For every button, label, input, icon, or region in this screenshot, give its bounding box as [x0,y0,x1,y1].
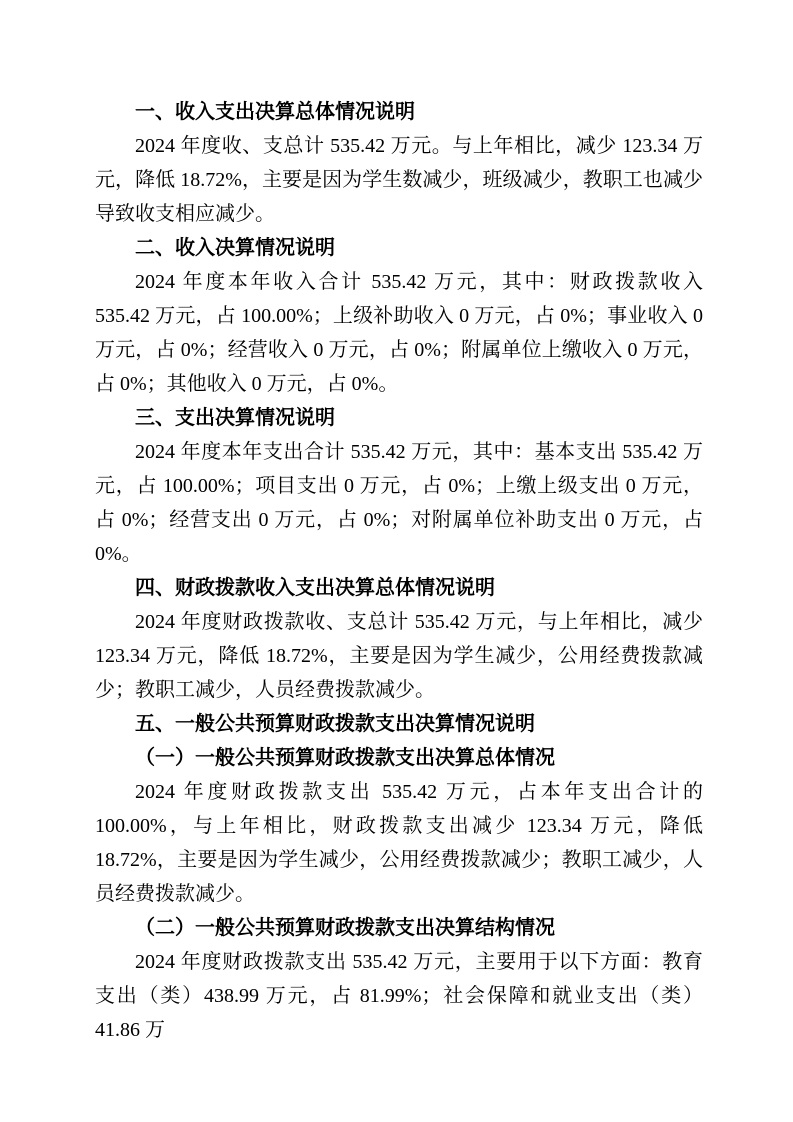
subheading-general-budget-structure: （二）一般公共预算财政拨款支出决算结构情况 [135,917,555,939]
para-income-final-accounts: 2024 年度本年收入合计 535.42 万元，其中：财政拨款收入 535.42 万元，占 100.00%；上级补助收入 0 万元，占 0%；事业收入 0 万元，占 0%；经营收入 0 万元，占 0%；附属单位上缴收入 0 万元，占 0%；其他收入 0 万元，占 0%。 [95,271,703,395]
para-general-budget-structure: 2024 年度财政拨款支出 535.42 万元，主要用于以下方面：教育支出（类）438.99 万元，占 81.99%；社会保障和就业支出（类）41.86 万 [95,951,703,1041]
document-content [95,95,703,1047]
subheading-general-budget-overall: （一）一般公共预算财政拨款支出决算总体情况 [135,747,555,769]
para-general-budget-overall: 2024 年度财政拨款支出 535.42 万元，占本年支出合计的 100.00%，与上年相比，财政拨款支出减少 123.34 万元，降低 18.72%，主要是因为学生减少，公用经费拨款减少；教职工减少，人员经费拨款减少。 [95,781,703,905]
para-expense-final-accounts: 2024 年度本年支出合计 535.42 万元，其中：基本支出 535.42 万元，占 100.00%；项目支出 0 万元，占 0%；上缴上级支出 0 万元，占 0%；经营支出 0 万元，占 0%；对附属单位补助支出 0 万元，占 0%。 [95,441,703,565]
heading-income-final-accounts: 二、收入决算情况说明 [135,237,335,259]
heading-fiscal-appropriation-overview: 四、财政拨款收入支出决算总体情况说明 [135,577,495,599]
para-fiscal-appropriation-overview: 2024 年度财政拨款收、支总计 535.42 万元，与上年相比，减少 123.34 万元，降低 18.72%，主要是因为学生减少，公用经费拨款减少；教职工减少，人员经费拨款减少。 [95,611,703,701]
heading-expense-final-accounts: 三、支出决算情况说明 [135,407,335,429]
para-income-expense-overview: 2024 年度收、支总计 535.42 万元。与上年相比，减少 123.34 万元，降低 18.72%，主要是因为学生数减少，班级减少，教职工也减少导致收支相应减少。 [95,135,703,225]
heading-general-public-budget-expense: 五、一般公共预算财政拨款支出决算情况说明 [135,713,535,735]
heading-income-expense-overview: 一、收入支出决算总体情况说明 [135,101,415,123]
